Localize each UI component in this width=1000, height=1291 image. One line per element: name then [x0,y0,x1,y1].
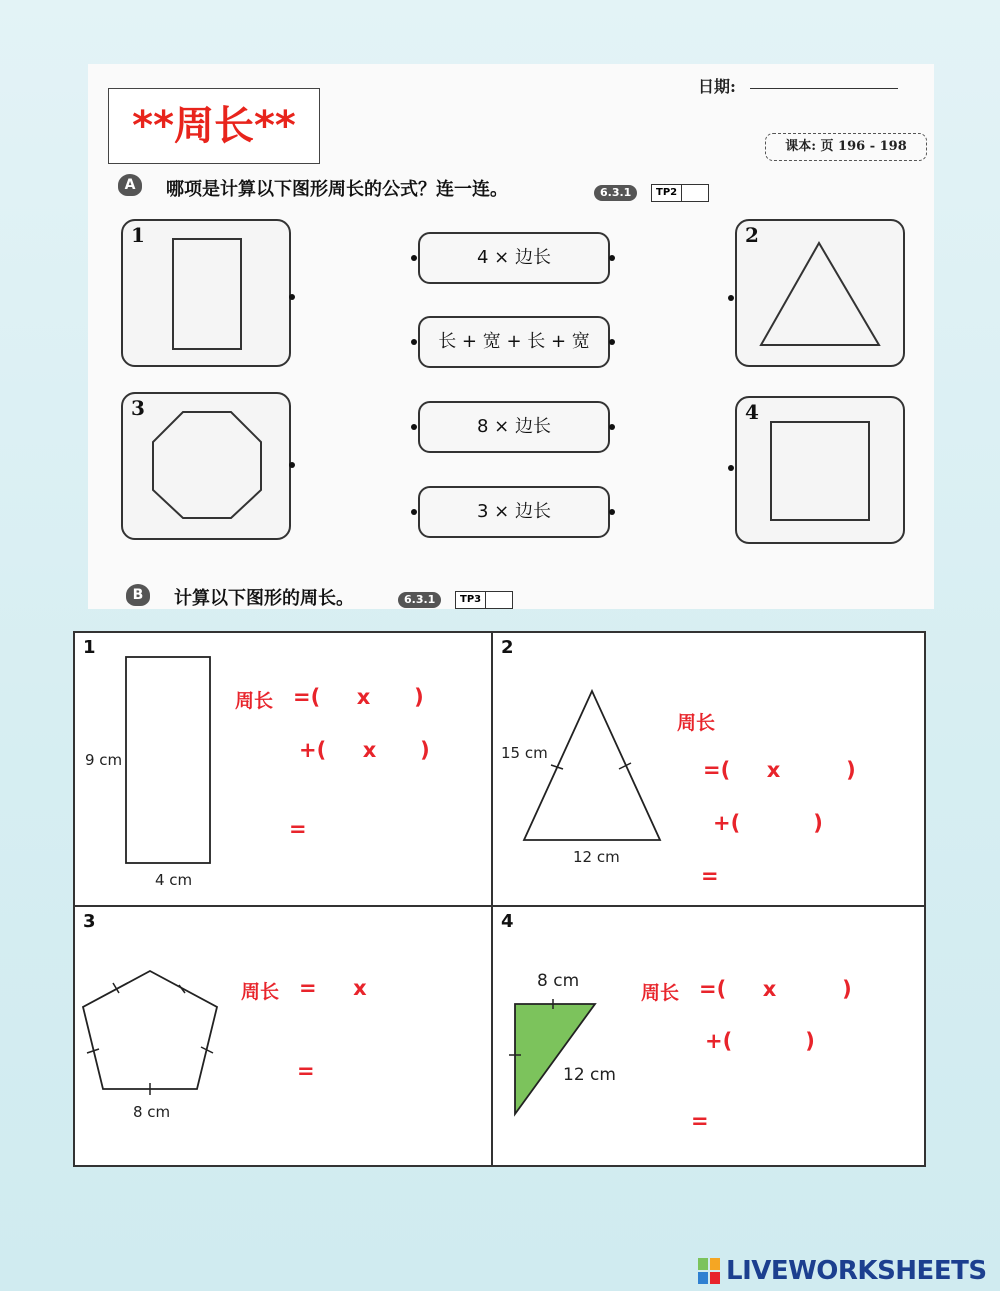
section-b-tp-label: TP3 [456,592,486,608]
shape-card-4 [735,396,905,544]
equation-result: = [289,817,307,841]
perimeter-label: 周长 [677,712,716,734]
page-title: **周长** [108,88,320,164]
formula-8x-side: 8 × 边长 [418,401,610,453]
connector-dot[interactable] [609,339,615,345]
perimeter-label: 周长 [641,982,680,1004]
dimension-hypotenuse: 12 cm [563,1065,616,1085]
connector-dot[interactable] [609,509,615,515]
shape-number: 2 [745,223,759,247]
shape-number: 3 [131,396,145,420]
problem-cell-4 [492,906,925,1166]
rectangle-figure [105,651,255,891]
connector-dot[interactable] [728,465,734,471]
equation-result: = [691,1109,709,1133]
answer-grid [73,631,926,1167]
shape-card-3 [121,392,291,540]
section-b-tp [455,591,513,609]
equation-line-1: =( x ) [699,977,852,1001]
dimension-side: 8 cm [133,1103,171,1121]
problem-cell-3 [74,906,492,1166]
date-label: 日期: [698,77,736,96]
triangle-shape [737,221,903,365]
dimension-base: 12 cm [573,848,620,866]
dimension-width: 4 cm [155,871,193,889]
connector-dot[interactable] [609,255,615,261]
connector-dot[interactable] [411,339,417,345]
connector-dot[interactable] [609,424,615,430]
formula-4x-side: 4 × 边长 [418,232,610,284]
section-a-tp-label: TP2 [652,185,682,201]
liveworksheets-logo-icon [698,1258,720,1284]
section-a-icon: A [118,174,142,196]
shape-card-1 [121,219,291,367]
section-b-question: 计算以下图形的周长。 [174,588,354,609]
equation-result: = [297,1059,315,1083]
perimeter-label: 周长 [235,690,274,712]
problem-cell-1 [74,632,492,906]
equation-line-2: +( ) [705,1029,815,1053]
connector-dot[interactable] [289,294,295,300]
worksheet-scan [88,64,934,609]
section-b-code: 6.3.1 [398,592,441,608]
date-line [750,88,898,89]
problem-number: 2 [501,637,514,658]
section-b-icon: B [126,584,150,606]
shape-number: 1 [131,223,145,247]
section-a-question: 哪项是计算以下图形周长的公式？连一连。 [166,179,508,200]
dimension-top: 8 cm [537,971,580,991]
equation-line-2: +( ) [713,811,823,835]
dimension-side: 15 cm [501,744,548,762]
problem-number: 3 [83,911,96,932]
equation-line-2: +( x ) [299,738,430,762]
perimeter-label: 周长 [241,981,280,1003]
dimension-height: 9 cm [85,751,123,769]
rectangle-shape [123,221,289,365]
triangle-figure [513,683,683,863]
connector-dot[interactable] [411,509,417,515]
section-a-code: 6.3.1 [594,185,637,201]
shape-card-2 [735,219,905,367]
connector-dot[interactable] [289,462,295,468]
equation-line-1: =( x ) [293,685,424,709]
section-a-tp [651,184,709,202]
connector-dot[interactable] [728,295,734,301]
footer-brand: LIVEWORKSHEETS [726,1256,987,1286]
connector-dot[interactable] [411,255,417,261]
pentagon-figure [79,961,239,1111]
shape-number: 4 [745,400,759,424]
problem-cell-2 [492,632,925,906]
equation-result: = [701,864,719,888]
equation-line-1: =( x ) [703,758,856,782]
square-shape [737,398,903,542]
problem-number: 1 [83,637,96,658]
equation-line-1: = x [299,976,367,1000]
problem-number: 4 [501,911,514,932]
textbook-reference: 课本: 页 196 - 198 [765,133,927,161]
octagon-shape [123,394,289,538]
formula-3x-side: 3 × 边长 [418,486,610,538]
connector-dot[interactable] [411,424,417,430]
formula-length-width: 长 + 宽 + 长 + 宽 [418,316,610,368]
